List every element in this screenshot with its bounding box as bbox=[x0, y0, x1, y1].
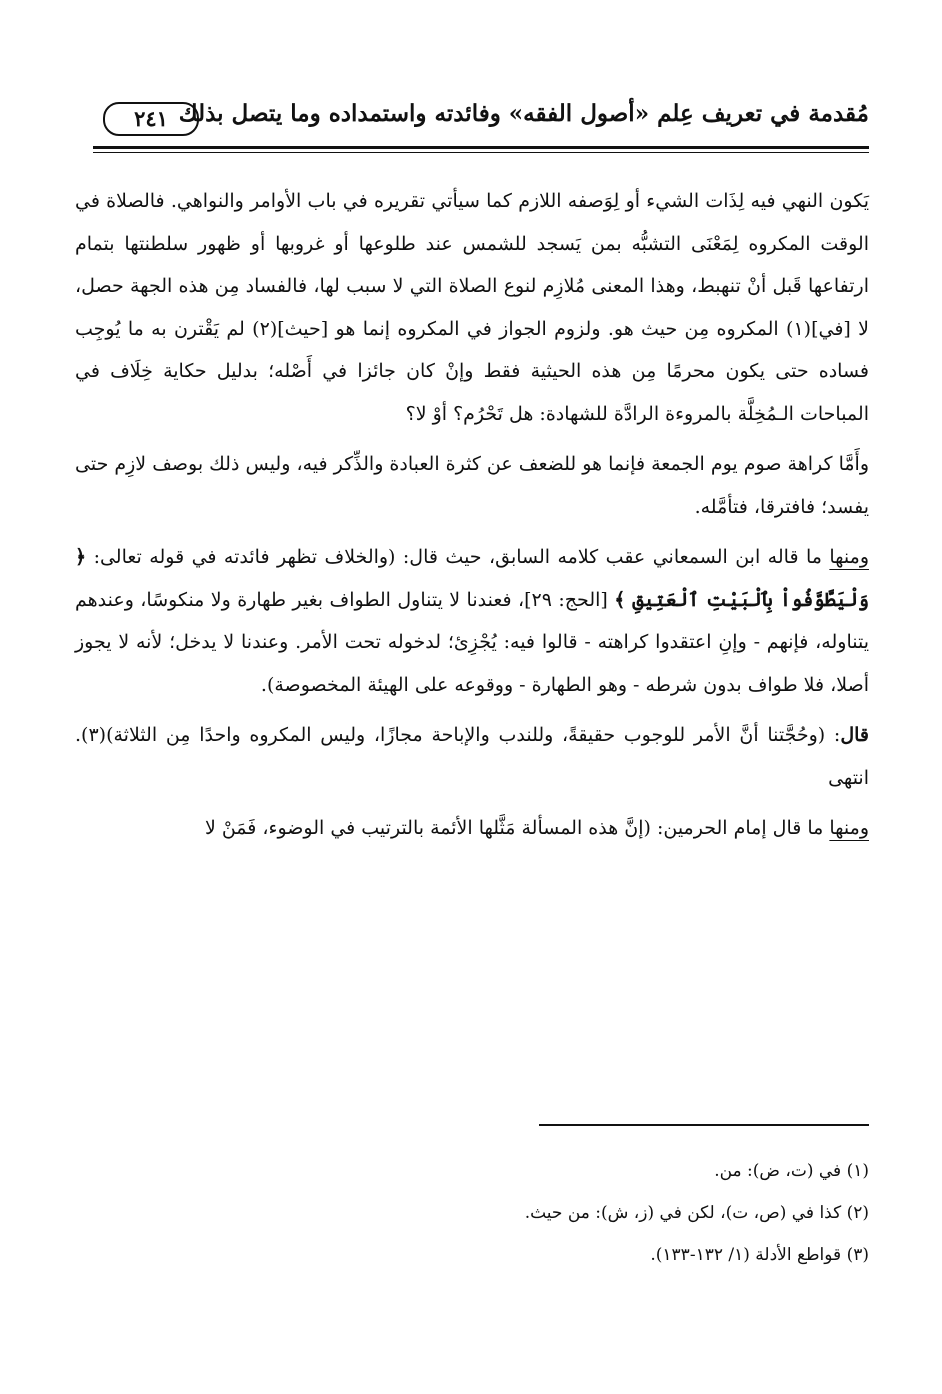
book-page bbox=[75, 0, 869, 1394]
paragraph-4 bbox=[75, 714, 869, 799]
paragraph-lead: قال bbox=[840, 724, 869, 746]
footnote-1: (١) في (ت، ض): من. bbox=[714, 1161, 869, 1181]
footnotes bbox=[75, 1150, 869, 1276]
footnote-2: (٢) كذا في (ص، ت)، لكن في (ز، ش): من حيث. bbox=[524, 1203, 869, 1223]
footnote-3: (٣) قواطع الأدلة (١/ ١٣٢-١٣٣). bbox=[650, 1245, 869, 1265]
page-number: ٢٤١ bbox=[103, 102, 199, 136]
paragraph-5 bbox=[75, 807, 869, 850]
paragraph-text: ما قال إمام الحرمين: (إنَّ هذه المسألة مَثَّلها الأئمة بالترتيب في الوضوء، فَمَنْ لا bbox=[204, 817, 830, 839]
paragraph-lead: ومنها bbox=[829, 546, 869, 568]
footnote-rule bbox=[539, 1124, 869, 1126]
paragraph-1: يَكون النهي فيه لِذَات الشيء أو لِوَصفه اللازم كما سيأتي تقريره في باب الأوامر والنواهي. فالصلاة في الوقت المكروه لِمَعْنَى التشبُّه بمن يَسجد للشمس عند طلوعها أو غروبها أو ظهور سلطنتها بتمام ارتفاعها قَبل أنْ تنهبط، وهذا المعنى مُلازِم لنوع الصلاة التي لا سبب لها، فالفساد مِن هذه الجهة حصل، لا [في](١) المكروه مِن حيث هو. ولزوم الجواز في المكروه إنما هو [حيث](٢) لم يَقْترن به ما يُوجِب فساده حتى يكون محرمًا مِن هذه الحيثية فقط وإنْ كان جائزا في أَصْله؛ بدليل حكاية خِلَاف في المباحات الـمُخِلَّة بالمروءة الرادَّة للشهادة: هل تَحْرُم؟ أوْ لا؟ bbox=[75, 190, 869, 425]
paragraph-text: : (وحُجَّتنا أنَّ الأمر للوجوب حقيقةً، وللندب والإباحة مجازًا، وليس المكروه واحدًا مِن الثلاثة)(٣). انتهى bbox=[75, 724, 869, 789]
paragraph-2: وأَمَّا كراهة صوم يوم الجمعة فإنما هو للضعف عن كثرة العبادة والذِّكر فيه، وليس ذلك بوصف لازِم حتى يفسد؛ فافترقا، فتأمَّله. bbox=[75, 453, 869, 518]
paragraph-lead: ومنها bbox=[829, 817, 869, 839]
paragraph-text: ما قاله ابن السمعاني عقب كلامه السابق، حيث قال: (والخلاف تظهر فائدته في قوله تعالى: bbox=[86, 546, 830, 568]
paragraph-text: [الحج: ٢٩]، فعندنا لا يتناول الطواف بغير طهارة ولا منكوسًا، وعندهم يتناوله، فإنهم - وإنِ اعتقدوا كراهته - قالوا فيه: يُجْزِئ؛ لدخوله تحت الأمر. وعندنا لا يدخل؛ لأنه لا يجوز أصلا، فلا طواف بدون شرطه - وهو الطهارة - ووقوعه على الهيئة المخصوصة). bbox=[75, 588, 869, 696]
header-rule-thin bbox=[93, 152, 869, 153]
header-rule bbox=[93, 146, 869, 149]
running-header bbox=[93, 96, 869, 144]
quran-verse: ﴿ وَلْيَطَّوَّفُواْ بِٱلْبَيْتِ ٱلْعَتِيقِ ﴾ bbox=[75, 546, 869, 611]
paragraph-3 bbox=[75, 536, 869, 706]
running-title: مُقدمة في تعريف عِلم «أصول الفقه» وفائدته واستمداده وما يتصل بذلك bbox=[178, 100, 869, 127]
main-text bbox=[75, 180, 869, 858]
